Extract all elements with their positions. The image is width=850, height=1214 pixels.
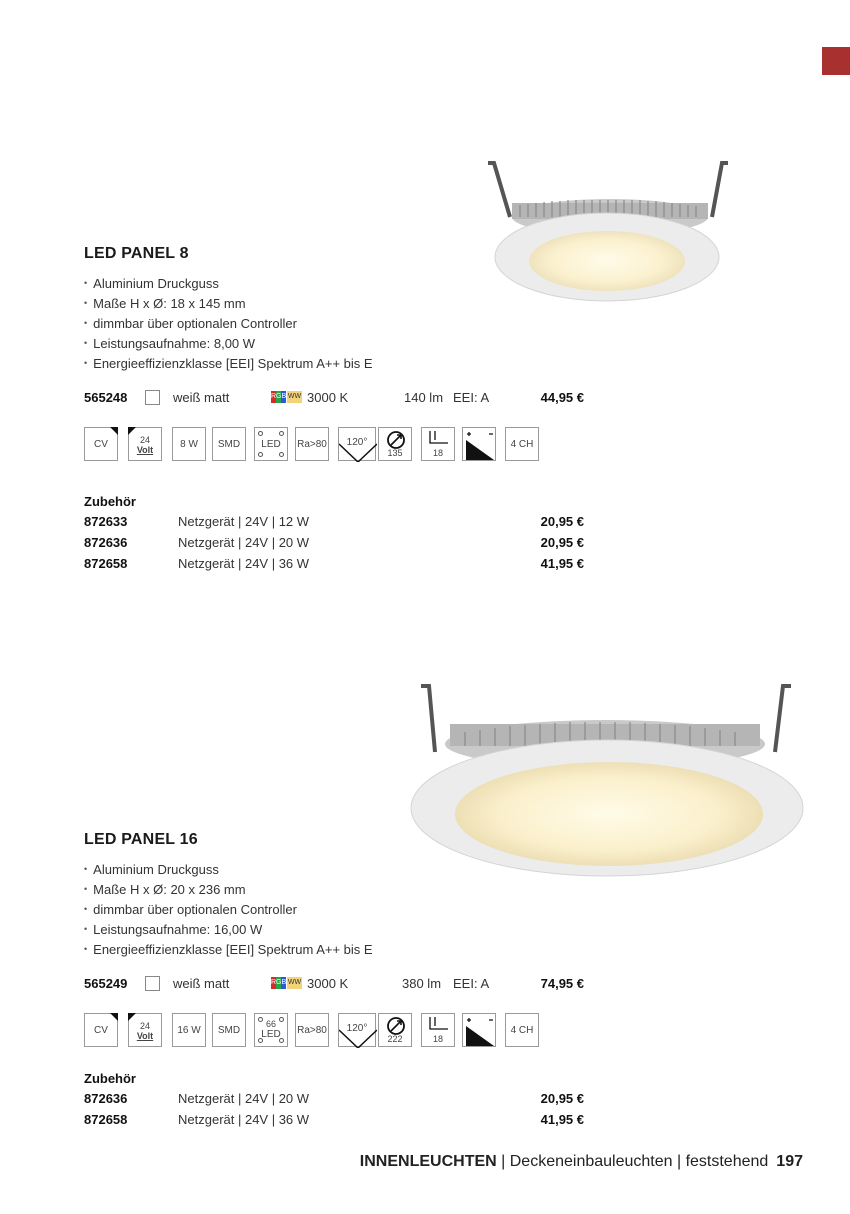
color-rendering-icon: Ra>80 xyxy=(295,1013,329,1047)
led-icon: LED xyxy=(254,427,288,461)
footer-category: INNENLEUCHTEN xyxy=(359,1153,497,1170)
variant-row xyxy=(84,387,584,409)
accessory-description: Netzgerät | 24V | 20 W xyxy=(178,1091,310,1106)
accessory-code: 872658 xyxy=(84,1112,128,1127)
accessories-heading: Zubehör xyxy=(84,1071,136,1086)
accessory-price: 20,95 € xyxy=(540,514,584,529)
cutout-diameter-icon: 135 xyxy=(378,427,412,461)
spec-icon-row xyxy=(84,1013,564,1049)
footer-subcategory: | Deckeneinbauleuchten | feststehend xyxy=(496,1153,769,1170)
volt-icon: 24 Volt xyxy=(128,1013,162,1047)
led-panel-8-image xyxy=(480,155,735,305)
cv-icon: CV xyxy=(84,1013,118,1047)
dimmable-icon xyxy=(462,427,496,461)
accessories-heading: Zubehör xyxy=(84,494,136,509)
page-number: 197 xyxy=(776,1153,803,1170)
accessory-price: 20,95 € xyxy=(540,535,584,550)
color-rendering-icon: Ra>80 xyxy=(295,427,329,461)
cv-icon: CV xyxy=(84,427,118,461)
color-label: weiß matt xyxy=(173,390,230,405)
accessory-row xyxy=(84,514,584,534)
page-footer xyxy=(360,1153,803,1171)
accessory-row xyxy=(84,1112,584,1132)
color-swatch-checkbox[interactable] xyxy=(145,390,160,405)
accessory-description: Netzgerät | 24V | 12 W xyxy=(178,514,310,529)
price: 44,95 € xyxy=(540,390,584,405)
accessory-price: 41,95 € xyxy=(540,1112,584,1127)
accessory-price: 41,95 € xyxy=(540,556,584,571)
wattage-icon: 16 W xyxy=(172,1013,206,1047)
accessory-row xyxy=(84,535,584,555)
luminous-flux: 140 lm xyxy=(404,390,444,405)
led-panel-16-image xyxy=(405,680,805,880)
color-swatch-checkbox[interactable] xyxy=(145,976,160,991)
product-title: LED PANEL 8 xyxy=(84,245,189,262)
color-temperature: 3000 K xyxy=(307,976,349,991)
rgbw-icon: RGB WW xyxy=(271,977,302,989)
smd-icon: SMD xyxy=(212,427,246,461)
feature-item: • dimmbar über optionalen Controller xyxy=(84,313,373,333)
led-icon: 66 LED xyxy=(254,1013,288,1047)
article-number: 565249 xyxy=(84,976,128,991)
channels-icon: 4 CH xyxy=(505,427,539,461)
section-tab-marker xyxy=(822,47,850,75)
color-label: weiß matt xyxy=(173,976,230,991)
accessory-code: 872658 xyxy=(84,556,128,571)
variant-row xyxy=(84,973,584,995)
accessory-code: 872636 xyxy=(84,535,128,550)
accessory-description: Netzgerät | 24V | 36 W xyxy=(178,556,310,571)
feature-item: • Energieeffizienzklasse [EEI] Spektrum A++ bis E xyxy=(84,939,373,959)
wattage-icon: 8 W xyxy=(172,427,206,461)
feature-item: • dimmbar über optionalen Controller xyxy=(84,899,373,919)
accessory-price: 20,95 € xyxy=(540,1091,584,1106)
cutout-diameter-icon: 222 xyxy=(378,1013,412,1047)
dimmable-icon xyxy=(462,1013,496,1047)
spec-icon-row xyxy=(84,427,564,463)
channels-icon: 4 CH xyxy=(505,1013,539,1047)
beam-angle-icon: 120° xyxy=(338,427,376,461)
beam-angle-icon: 120° xyxy=(338,1013,376,1047)
accessory-row xyxy=(84,1091,584,1111)
feature-list xyxy=(84,273,373,373)
accessory-description: Netzgerät | 24V | 36 W xyxy=(178,1112,310,1127)
product-title: LED PANEL 16 xyxy=(84,831,198,848)
installation-depth-icon: 18 xyxy=(421,1013,455,1047)
feature-item: • Leistungsaufnahme: 8,00 W xyxy=(84,333,373,353)
accessory-code: 872633 xyxy=(84,514,128,529)
feature-item: • Aluminium Druckguss xyxy=(84,273,373,293)
feature-item: • Aluminium Druckguss xyxy=(84,859,373,879)
color-temperature: 3000 K xyxy=(307,390,349,405)
energy-class: EEI: A xyxy=(453,976,490,991)
rgbw-icon: RGB WW xyxy=(271,391,302,403)
feature-item: • Maße H x Ø: 18 x 145 mm xyxy=(84,293,373,313)
article-number: 565248 xyxy=(84,390,128,405)
feature-item: • Maße H x Ø: 20 x 236 mm xyxy=(84,879,373,899)
smd-icon: SMD xyxy=(212,1013,246,1047)
energy-class: EEI: A xyxy=(453,390,490,405)
feature-item: • Energieeffizienzklasse [EEI] Spektrum A++ bis E xyxy=(84,353,373,373)
installation-depth-icon: 18 xyxy=(421,427,455,461)
accessory-code: 872636 xyxy=(84,1091,128,1106)
feature-list xyxy=(84,859,373,959)
feature-item: • Leistungsaufnahme: 16,00 W xyxy=(84,919,373,939)
luminous-flux: 380 lm xyxy=(402,976,442,991)
price: 74,95 € xyxy=(540,976,584,991)
accessory-description: Netzgerät | 24V | 20 W xyxy=(178,535,310,550)
volt-icon: 24 Volt xyxy=(128,427,162,461)
accessory-row xyxy=(84,556,584,576)
